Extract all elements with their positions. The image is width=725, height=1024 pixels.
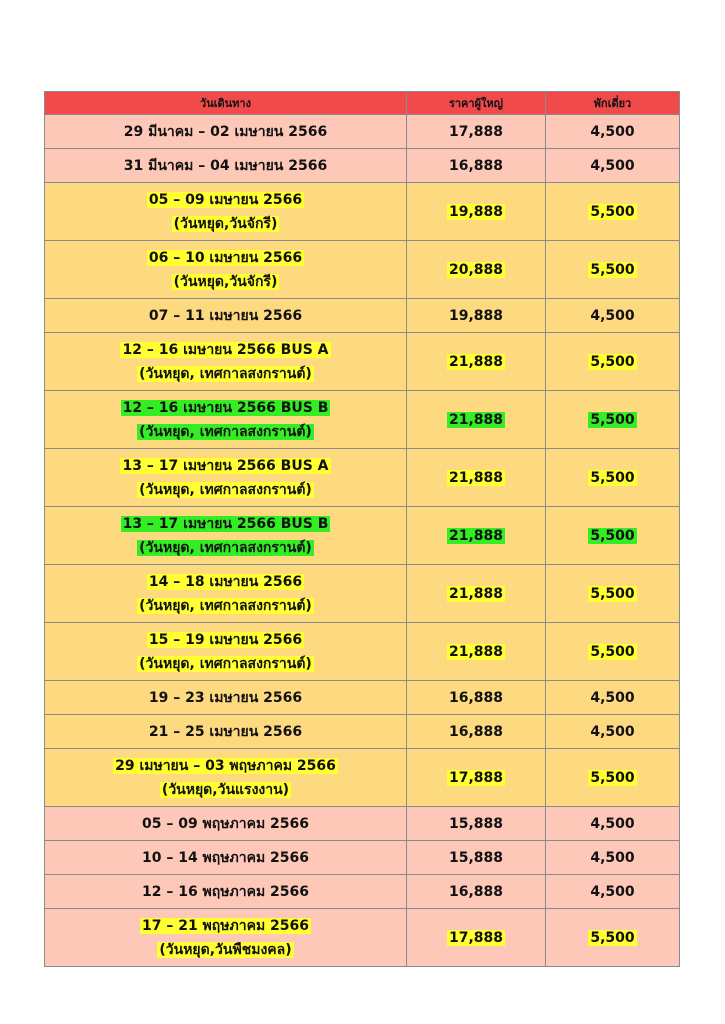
single-room-supplement: 4,500	[590, 157, 635, 174]
travel-date: 13 – 17 เมษายน 2566 BUS B	[122, 515, 329, 532]
adult-price: 21,888	[448, 353, 504, 370]
travel-date-cell	[45, 391, 407, 449]
single-room-cell	[546, 565, 680, 623]
travel-date: 17 – 21 พฤษภาคม 2566	[141, 917, 310, 934]
single-room-supplement: 5,500	[590, 527, 635, 544]
holiday-note: (วันหยุด,วันจักรี)	[173, 215, 278, 232]
single-room-cell	[546, 449, 680, 507]
travel-date-cell	[45, 333, 407, 391]
adult-price: 17,888	[448, 123, 504, 140]
single-room-supplement: 5,500	[590, 469, 635, 486]
travel-date-cell	[45, 183, 407, 241]
adult-price: 16,888	[448, 723, 504, 740]
single-room-cell	[546, 333, 680, 391]
table-row	[45, 449, 680, 507]
table-row	[45, 183, 680, 241]
travel-date-cell	[45, 565, 407, 623]
single-room-cell	[546, 507, 680, 565]
adult-price: 15,888	[448, 849, 504, 866]
single-room-supplement: 5,500	[590, 353, 635, 370]
single-room-cell	[546, 749, 680, 807]
single-room-supplement: 4,500	[590, 123, 635, 140]
single-room-cell	[546, 681, 680, 715]
adult-price-cell	[407, 241, 546, 299]
adult-price: 17,888	[448, 929, 504, 946]
travel-date: 10 – 14 พฤษภาคม 2566	[141, 849, 310, 866]
header-adult-price: ราคาผู้ใหญ่	[407, 92, 546, 115]
travel-date-cell	[45, 299, 407, 333]
travel-date: 07 – 11 เมษายน 2566	[148, 307, 303, 324]
travel-date: 21 – 25 เมษายน 2566	[148, 723, 303, 740]
single-room-supplement: 4,500	[590, 849, 635, 866]
travel-date: 14 – 18 เมษายน 2566	[148, 573, 303, 590]
single-room-cell	[546, 841, 680, 875]
adult-price: 17,888	[448, 769, 504, 786]
table-row	[45, 149, 680, 183]
travel-date-cell	[45, 749, 407, 807]
travel-date-cell	[45, 623, 407, 681]
adult-price-cell	[407, 841, 546, 875]
adult-price-cell	[407, 149, 546, 183]
travel-date-cell	[45, 241, 407, 299]
travel-date: 15 – 19 เมษายน 2566	[148, 631, 303, 648]
travel-date: 29 เมษายน – 03 พฤษภาคม 2566	[115, 757, 336, 774]
adult-price: 16,888	[448, 689, 504, 706]
adult-price-cell	[407, 391, 546, 449]
holiday-note: (วันหยุด,วันแรงงาน)	[161, 781, 290, 798]
holiday-note: (วันหยุด, เทศกาลสงกรานต์)	[139, 655, 312, 672]
adult-price-cell	[407, 749, 546, 807]
travel-date-cell	[45, 909, 407, 967]
table-header-row	[45, 92, 680, 115]
single-room-supplement: 5,500	[590, 203, 635, 220]
single-room-cell	[546, 149, 680, 183]
single-room-cell	[546, 623, 680, 681]
single-room-cell	[546, 115, 680, 149]
single-room-cell	[546, 875, 680, 909]
adult-price: 16,888	[448, 883, 504, 900]
adult-price-cell	[407, 183, 546, 241]
table-row	[45, 507, 680, 565]
single-room-supplement: 4,500	[590, 815, 635, 832]
adult-price-cell	[407, 299, 546, 333]
table-row	[45, 715, 680, 749]
holiday-note: (วันหยุด, เทศกาลสงกรานต์)	[139, 597, 312, 614]
travel-date-cell	[45, 115, 407, 149]
adult-price-cell	[407, 623, 546, 681]
table-row	[45, 875, 680, 909]
single-room-supplement: 5,500	[590, 261, 635, 278]
header-travel-date: วันเดินทาง	[45, 92, 407, 115]
holiday-note: (วันหยุด,วันจักรี)	[173, 273, 278, 290]
travel-date: 05 – 09 พฤษภาคม 2566	[141, 815, 310, 832]
adult-price-cell	[407, 715, 546, 749]
table-row	[45, 909, 680, 967]
travel-date: 12 – 16 เมษายน 2566 BUS B	[122, 399, 329, 416]
travel-date: 05 – 09 เมษายน 2566	[148, 191, 303, 208]
travel-date: 13 – 17 เมษายน 2566 BUS A	[122, 457, 329, 474]
travel-date: 29 มีนาคม – 02 เมษายน 2566	[123, 123, 328, 140]
single-room-cell	[546, 299, 680, 333]
tour-price-table	[44, 91, 680, 967]
table-row	[45, 841, 680, 875]
single-room-cell	[546, 241, 680, 299]
travel-date-cell	[45, 875, 407, 909]
table-row	[45, 623, 680, 681]
travel-date-cell	[45, 149, 407, 183]
table-row	[45, 115, 680, 149]
single-room-cell	[546, 715, 680, 749]
single-room-supplement: 5,500	[590, 643, 635, 660]
adult-price-cell	[407, 449, 546, 507]
travel-date-cell	[45, 681, 407, 715]
travel-date-cell	[45, 449, 407, 507]
adult-price-cell	[407, 565, 546, 623]
adult-price-cell	[407, 115, 546, 149]
single-room-cell	[546, 807, 680, 841]
table-row	[45, 241, 680, 299]
adult-price-cell	[407, 681, 546, 715]
adult-price: 19,888	[448, 307, 504, 324]
adult-price: 21,888	[448, 585, 504, 602]
adult-price: 20,888	[448, 261, 504, 278]
table-row	[45, 565, 680, 623]
travel-date-cell	[45, 807, 407, 841]
header-single-room: พักเดี่ยว	[546, 92, 680, 115]
adult-price: 21,888	[448, 469, 504, 486]
table-row	[45, 391, 680, 449]
single-room-supplement: 4,500	[590, 723, 635, 740]
holiday-note: (วันหยุด, เทศกาลสงกรานต์)	[139, 539, 312, 556]
travel-date: 12 – 16 พฤษภาคม 2566	[141, 883, 310, 900]
adult-price: 21,888	[448, 643, 504, 660]
holiday-note: (วันหยุด, เทศกาลสงกรานต์)	[139, 423, 312, 440]
adult-price: 21,888	[448, 527, 504, 544]
table-row	[45, 333, 680, 391]
single-room-supplement: 5,500	[590, 929, 635, 946]
adult-price-cell	[407, 909, 546, 967]
adult-price: 19,888	[448, 203, 504, 220]
single-room-cell	[546, 183, 680, 241]
holiday-note: (วันหยุด, เทศกาลสงกรานต์)	[139, 481, 312, 498]
table-row	[45, 749, 680, 807]
holiday-note: (วันหยุด, เทศกาลสงกรานต์)	[139, 365, 312, 382]
travel-date: 12 – 16 เมษายน 2566 BUS A	[122, 341, 329, 358]
travel-date: 06 – 10 เมษายน 2566	[148, 249, 303, 266]
single-room-supplement: 5,500	[590, 585, 635, 602]
single-room-supplement: 4,500	[590, 883, 635, 900]
table-row	[45, 681, 680, 715]
travel-date: 19 – 23 เมษายน 2566	[148, 689, 303, 706]
single-room-supplement: 4,500	[590, 689, 635, 706]
table-row	[45, 807, 680, 841]
travel-date-cell	[45, 715, 407, 749]
single-room-supplement: 4,500	[590, 307, 635, 324]
single-room-supplement: 5,500	[590, 769, 635, 786]
adult-price: 21,888	[448, 411, 504, 428]
single-room-cell	[546, 909, 680, 967]
adult-price-cell	[407, 333, 546, 391]
adult-price: 15,888	[448, 815, 504, 832]
adult-price-cell	[407, 875, 546, 909]
travel-date-cell	[45, 507, 407, 565]
single-room-supplement: 5,500	[590, 411, 635, 428]
adult-price-cell	[407, 807, 546, 841]
adult-price: 16,888	[448, 157, 504, 174]
travel-date-cell	[45, 841, 407, 875]
travel-date: 31 มีนาคม – 04 เมษายน 2566	[123, 157, 328, 174]
table-row	[45, 299, 680, 333]
holiday-note: (วันหยุด,วันพืชมงคล)	[159, 941, 292, 958]
single-room-cell	[546, 391, 680, 449]
adult-price-cell	[407, 507, 546, 565]
